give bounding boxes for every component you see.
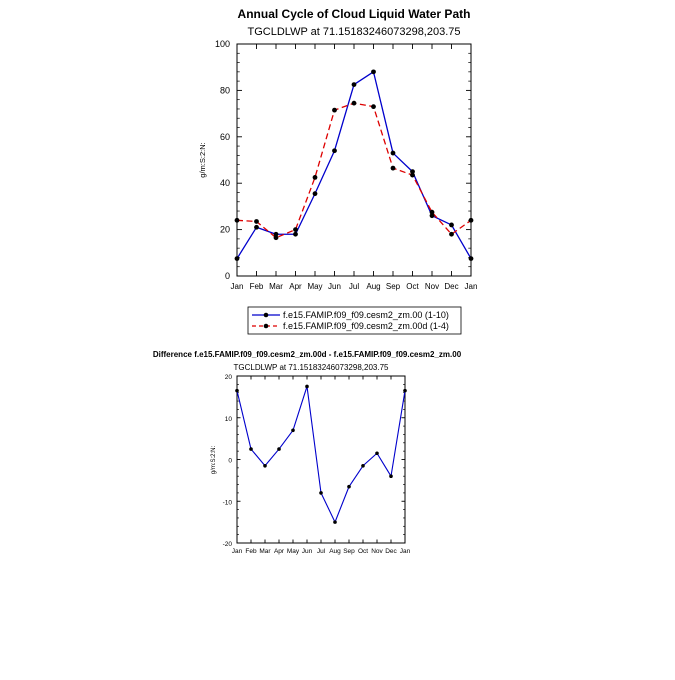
y-tick-label: 100 [214,39,230,49]
difference-plot-area [237,376,405,543]
y-tick-label: 60 [219,131,230,142]
x-tick-label: Mar [259,548,271,555]
data-point-series-2 [430,210,435,215]
data-point-series-1 [249,447,253,451]
x-tick-label: Jan [464,282,478,291]
data-point-series-1 [235,389,239,393]
legend-marker-series-1 [264,313,269,318]
y-tick-label: 80 [219,85,230,96]
data-point-series-2 [332,108,337,113]
data-point-series-1 [333,520,337,524]
legend-label-series-1: f.e15.FAMIP.f09_f09.cesm2_zm.00 (1-10) [283,310,449,320]
x-tick-label: Oct [357,548,369,555]
data-point-series-1 [391,151,396,156]
x-tick-label: Jun [301,548,313,555]
x-tick-label: Apr [273,548,285,555]
x-tick-label: Nov [371,548,383,555]
series-line-2 [237,103,471,238]
legend [248,307,461,334]
x-tick-label: Feb [245,548,257,555]
x-tick-label: Jan [231,548,243,555]
x-tick-label: May [307,282,323,291]
series-line-1 [237,386,405,522]
data-point-series-2 [391,166,396,171]
difference-chart-title: Difference f.e15.FAMIP.f09_f09.cesm2_zm.00d - f.e15.FAMIP.f09_f09.cesm2_zm.00 [152,350,462,359]
x-tick-label: Jul [316,548,326,555]
data-point-series-1 [352,82,357,87]
chart-subtitle: TGCLDLWP at 71.15183246073298,203.75 [247,26,461,38]
x-tick-label: Jun [328,282,341,291]
annual-cycle-chart [198,7,477,334]
x-tick-label: Dec [385,548,397,555]
data-point-series-1 [277,447,281,451]
data-point-series-2 [293,227,298,232]
y-tick-label: 0 [228,457,232,465]
series-line-1 [237,72,471,259]
data-point-series-2 [274,235,279,240]
data-point-series-2 [469,218,474,223]
x-tick-label: Aug [329,548,341,555]
data-point-series-2 [254,219,259,224]
difference-series-layer [235,385,407,524]
y-tick-label: 20 [224,374,232,381]
y-axis-label: g/m:S:2:N: [198,142,207,178]
data-point-series-1 [305,385,309,389]
x-tick-label: Jul [348,282,360,291]
difference-y-tick-labels [223,374,233,548]
data-point-series-1 [319,491,323,495]
data-point-series-2 [235,218,240,223]
data-point-series-2 [410,173,415,178]
data-point-series-2 [449,232,454,237]
data-point-series-1 [449,223,454,228]
difference-y-axis-label: g/m:S:2:N: [211,445,217,475]
legend-marker-series-2 [264,324,269,329]
y-tick-label: 20 [219,224,230,235]
x-tick-labels [231,282,478,291]
y-tick-label: -10 [222,499,232,507]
data-point-series-1 [347,485,351,489]
data-point-series-1 [235,256,240,261]
data-point-series-1 [469,256,474,261]
difference-chart [153,350,462,555]
x-tick-label: Jan [399,548,411,555]
y-tick-label: 40 [219,178,230,189]
data-point-series-1 [263,464,267,468]
plot-frame [237,376,405,543]
chart-title: Annual Cycle of Cloud Liquid Water Path [237,7,471,21]
x-tick-label: Sep [343,548,355,555]
legend-label-series-2: f.e15.FAMIP.f09_f09.cesm2_zm.00d (1-4) [283,321,449,331]
x-tick-label: Jan [230,282,244,291]
plot-area [237,44,471,276]
x-tick-label: Sep [385,282,401,291]
series-layer [235,69,474,261]
data-point-series-1 [389,474,393,478]
data-point-series-1 [361,464,365,468]
y-tick-label: 0 [224,271,230,281]
data-point-series-1 [254,225,259,230]
x-tick-label: Dec [444,282,459,291]
x-tick-label: Feb [249,282,264,291]
data-point-series-1 [291,428,295,432]
x-tick-label: Mar [269,282,283,291]
data-point-series-2 [313,175,318,180]
y-tick-label: -20 [222,541,232,548]
difference-chart-subtitle: TGCLDLWP at 71.15183246073298,203.75 [233,363,389,372]
data-point-series-1 [403,389,407,393]
y-tick-label: 10 [224,415,232,423]
data-point-series-1 [332,148,337,153]
data-point-series-1 [371,69,376,74]
y-tick-labels [215,39,230,281]
x-tick-label: Oct [406,282,419,291]
plot-frame [237,44,471,276]
difference-x-tick-labels [232,548,411,555]
data-point-series-1 [375,451,379,455]
data-point-series-1 [293,232,298,237]
data-point-series-2 [371,104,376,109]
x-tick-label: Apr [289,282,302,291]
data-point-series-2 [352,101,357,106]
data-point-series-1 [313,191,318,196]
x-tick-label: May [286,548,300,555]
x-tick-label: Nov [424,282,440,291]
x-tick-label: Aug [366,282,381,291]
